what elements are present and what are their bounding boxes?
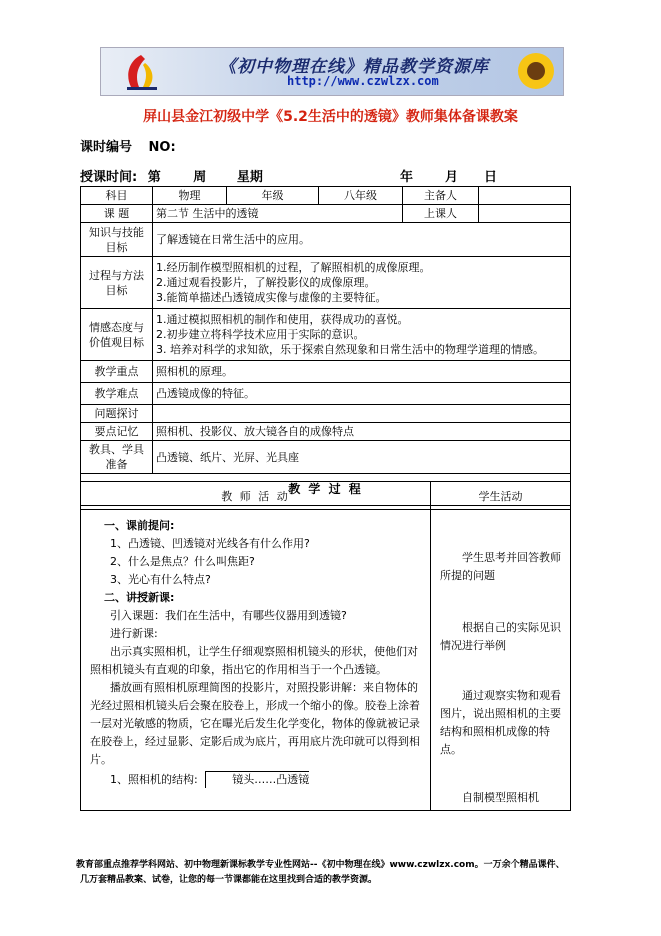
logo-icon [119, 53, 163, 91]
student-activity-item: 根据自己的实际见识情况进行举例 [440, 621, 561, 652]
section-pre-questions: 一、课前提问: [104, 519, 175, 532]
teaching-process-table [80, 481, 571, 811]
lesson-number-label: 课时编号 [80, 140, 133, 155]
difficulty-label: 教学难点 [81, 383, 153, 405]
knowledge-value: 了解透镜在日常生活中的应用。 [153, 223, 571, 257]
difficulty-value: 凸透镜成像的特征。 [153, 383, 571, 405]
question-item: 3、光心有什么特点? [110, 573, 211, 586]
structure-line [90, 771, 421, 789]
date-week-prefix: 第 [147, 170, 161, 185]
emotion-goals [153, 309, 571, 361]
key-point-label: 教学重点 [81, 361, 153, 383]
key-point-value: 照相机的原理。 [153, 361, 571, 383]
subject-label: 科目 [81, 187, 153, 205]
intro-text: 引入课题：我们在生活中，有哪些仪器用到透镜? [110, 609, 347, 622]
header-banner [100, 47, 564, 96]
grade-label: 年级 [227, 187, 319, 205]
student-activity-item: 自制模型照相机 [462, 791, 539, 804]
section-new-lesson: 二、讲授新课: [104, 591, 175, 604]
footer-note [76, 858, 596, 888]
inquiry-value [153, 405, 571, 423]
teacher-label: 上课人 [403, 205, 479, 223]
process-section-title: 教 学 过 程 [81, 474, 571, 506]
paragraph: 出示真实照相机，让学生仔细观察照相机镜头的形状，使他们对照相机镜头有直观的印象，指出它的作用相当于一个凸透镜。 [90, 645, 418, 676]
memo-label: 要点记忆 [81, 423, 153, 441]
teacher-activity-header: 教 师 活 动 [81, 482, 431, 510]
topic-value: 第二节 生活中的透镜 [153, 205, 403, 223]
paragraph: 播放画有照相机原理简图的投影片，对照投影讲解：来自物体的光经过照相机镜头后会聚在胶卷上，形成一个缩小的像。胶卷上涂着一层对光敏感的物质，它在曝光后发生化学变化，物体的像就被记录在胶卷上，经过显影、定影后成为底片，再用底片洗印就可以得到相片。 [90, 681, 420, 766]
sunflower-icon [515, 50, 557, 92]
teacher-activity-cell [81, 510, 431, 811]
subject-value: 物理 [153, 187, 227, 205]
lesson-number-value: NO: [148, 140, 176, 155]
teacher-value [479, 205, 571, 223]
memo-value: 照相机、投影仪、放大镜各自的成像特点 [153, 423, 571, 441]
date-week: 周 [193, 170, 207, 185]
emotion-goal: 1.通过模拟照相机的制作和使用，获得成功的喜悦。 [156, 313, 409, 326]
process-goals [153, 257, 571, 309]
footer-line: 教育部重点推荐学科网站、初中物理新课标教学专业性网站--《初中物理在线》www.czwlzx.com。一万余个精品课件、 [76, 860, 565, 870]
student-activity-item: 通过观察实物和观看图片，说出照相机的主要结构和照相机成像的特点。 [440, 689, 561, 756]
student-activity-item: 学生思考并回答教师所提的问题 [440, 551, 561, 582]
tools-label: 教具、学具准备 [81, 441, 153, 474]
new-lesson-text: 进行新课: [110, 627, 158, 640]
process-goal: 3.能简单描述凸透镜成实像与虚像的主要特征。 [156, 291, 387, 304]
preparer-label: 主备人 [403, 187, 479, 205]
banner-title: 《初中物理在线》精品教学资源库 [219, 57, 489, 77]
date-day: 日 [484, 170, 498, 185]
document-title: 屏山县金江初级中学《5.2生活中的透镜》教师集体备课教案 [143, 109, 518, 125]
date-line [80, 166, 570, 186]
emotion-goal: 3. 培养对科学的求知欲，乐于探索自然现象和日常生活中的物理学道理的情感。 [156, 343, 544, 356]
date-month: 月 [445, 170, 459, 185]
student-activity-cell [431, 510, 571, 811]
tools-value: 凸透镜、纸片、光屏、光具座 [153, 441, 571, 474]
lesson-info-table [80, 186, 571, 506]
process-goal: 2.通过观看投影片，了解投影仪的成像原理。 [156, 276, 376, 289]
emotion-label: 情感态度与价值观目标 [81, 309, 153, 361]
student-activity-header: 学生活动 [431, 482, 571, 510]
question-item: 2、什么是焦点？什么叫焦距? [110, 555, 255, 568]
process-goal: 1.经历制作模型照相机的过程，了解照相机的成像原理。 [156, 261, 431, 274]
preparer-value [479, 187, 571, 205]
structure-item: 镜头……凸透镜 [205, 771, 309, 788]
date-weekday: 星期 [236, 170, 263, 185]
structure-label: 1、照相机的结构: [110, 773, 198, 786]
emotion-goal: 2.初步建立将科学技术应用于实际的意识。 [156, 328, 365, 341]
knowledge-label: 知识与技能目标 [81, 223, 153, 257]
date-year: 年 [400, 170, 414, 185]
footer-line: 几万套精品教案、试卷，让您的每一节课都能在这里找到合适的教学资源。 [80, 875, 378, 885]
date-label: 授课时间: [80, 170, 138, 185]
topic-label: 课 题 [81, 205, 153, 223]
banner-url: http://www.czwlzx.com [287, 74, 439, 88]
grade-value: 八年级 [319, 187, 403, 205]
inquiry-label: 问题探讨 [81, 405, 153, 423]
question-item: 1、凸透镜、凹透镜对光线各有什么作用? [110, 537, 310, 550]
process-label: 过程与方法目标 [81, 257, 153, 309]
lesson-number-line [80, 136, 176, 155]
